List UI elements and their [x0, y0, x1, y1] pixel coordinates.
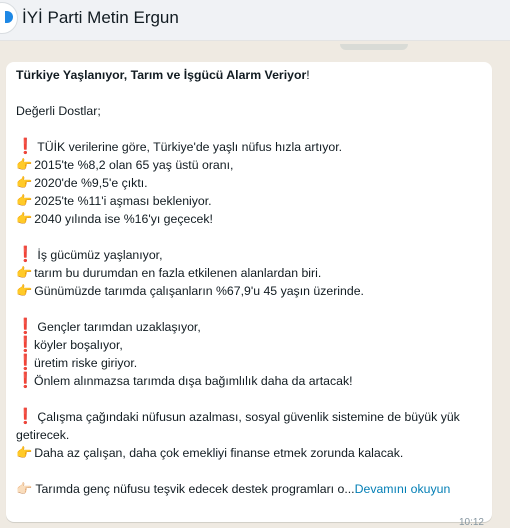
message-line: 👉 2015'te %8,2 olan 65 yaş üstü oranı, — [16, 157, 234, 172]
message-line: ❗ Gençler tarımdan uzaklaşıyor, — [16, 318, 201, 335]
message-line: ❗ İş gücümüz yaşlanıyor, — [16, 246, 163, 263]
message-line: ❗üretim riske giriyor. — [16, 354, 138, 371]
exclamation-icon: ❗ — [16, 336, 35, 353]
pointing-hand-icon: 👉 — [16, 193, 33, 208]
exclamation-icon: ❗ — [16, 408, 35, 425]
message-line: 👉 tarım bu durumdan en fazla etkilenen alanlardan biri. — [16, 265, 322, 280]
pointing-hand-icon: 👉 — [16, 175, 33, 190]
pointing-hand-light-icon: 👉🏻 — [16, 481, 33, 496]
read-more-link[interactable]: Devamını okuyun — [354, 482, 451, 496]
exclamation-icon: ❗ — [16, 246, 35, 263]
headline: Türkiye Yaşlanıyor, Tarım ve İşgücü Alarm Veriyor! — [16, 68, 310, 82]
message-line: 👉 2025'te %11'i aşması bekleniyor. — [16, 193, 212, 208]
message-time: 10:12 — [458, 517, 484, 528]
pointing-hand-icon: 👉 — [16, 445, 33, 460]
pointing-hand-icon: 👉 — [16, 283, 33, 298]
chat-title[interactable]: İYİ Parti Metin Ergun — [22, 8, 179, 27]
message-text — [16, 66, 482, 498]
greeting: Değerli Dostlar; — [16, 104, 101, 118]
exclamation-icon: ❗ — [16, 372, 35, 389]
message-line: 👉 2020'de %9,5'e çıktı. — [16, 175, 148, 190]
pointing-hand-icon: 👉 — [16, 157, 33, 172]
message-line: ❗ Çalışma çağındaki nüfusun azalması, sosyal güvenlik sistemine de büyük yük getirecek. — [16, 408, 460, 442]
message-line: 👉 Daha az çalışan, daha çok emekliyi finanse etmek zorunda kalacak. — [16, 445, 404, 460]
exclamation-icon: ❗ — [16, 318, 35, 335]
chat-header — [0, 0, 510, 41]
message-bubble — [6, 62, 492, 528]
pointing-hand-icon: 👉 — [16, 265, 33, 280]
message-line: 👉 2040 yılında ise %16'yı geçecek! — [16, 211, 213, 226]
scroll-indicator — [340, 44, 408, 50]
pointing-hand-icon: 👉 — [16, 211, 33, 226]
contact-avatar[interactable] — [0, 2, 18, 34]
exclamation-icon: ❗ — [16, 138, 35, 155]
message-line: ❗Önlem alınmazsa tarımda dışa bağımlılık daha da artacak! — [16, 372, 353, 389]
exclamation-icon: ❗ — [16, 354, 35, 371]
message-line: ❗ TÜİK verilerine göre, Türkiye'de yaşlı nüfus hızla artıyor. — [16, 138, 343, 155]
message-line: 👉🏻 Tarımda genç nüfusu teşvik edecek destek programları o...Devamını okuyun — [16, 481, 451, 496]
message-line: 👉 Günümüzde tarımda çalışanların %67,9'u 45 yaşın üzerinde. — [16, 283, 364, 298]
message-line: ❗köyler boşalıyor, — [16, 336, 123, 353]
